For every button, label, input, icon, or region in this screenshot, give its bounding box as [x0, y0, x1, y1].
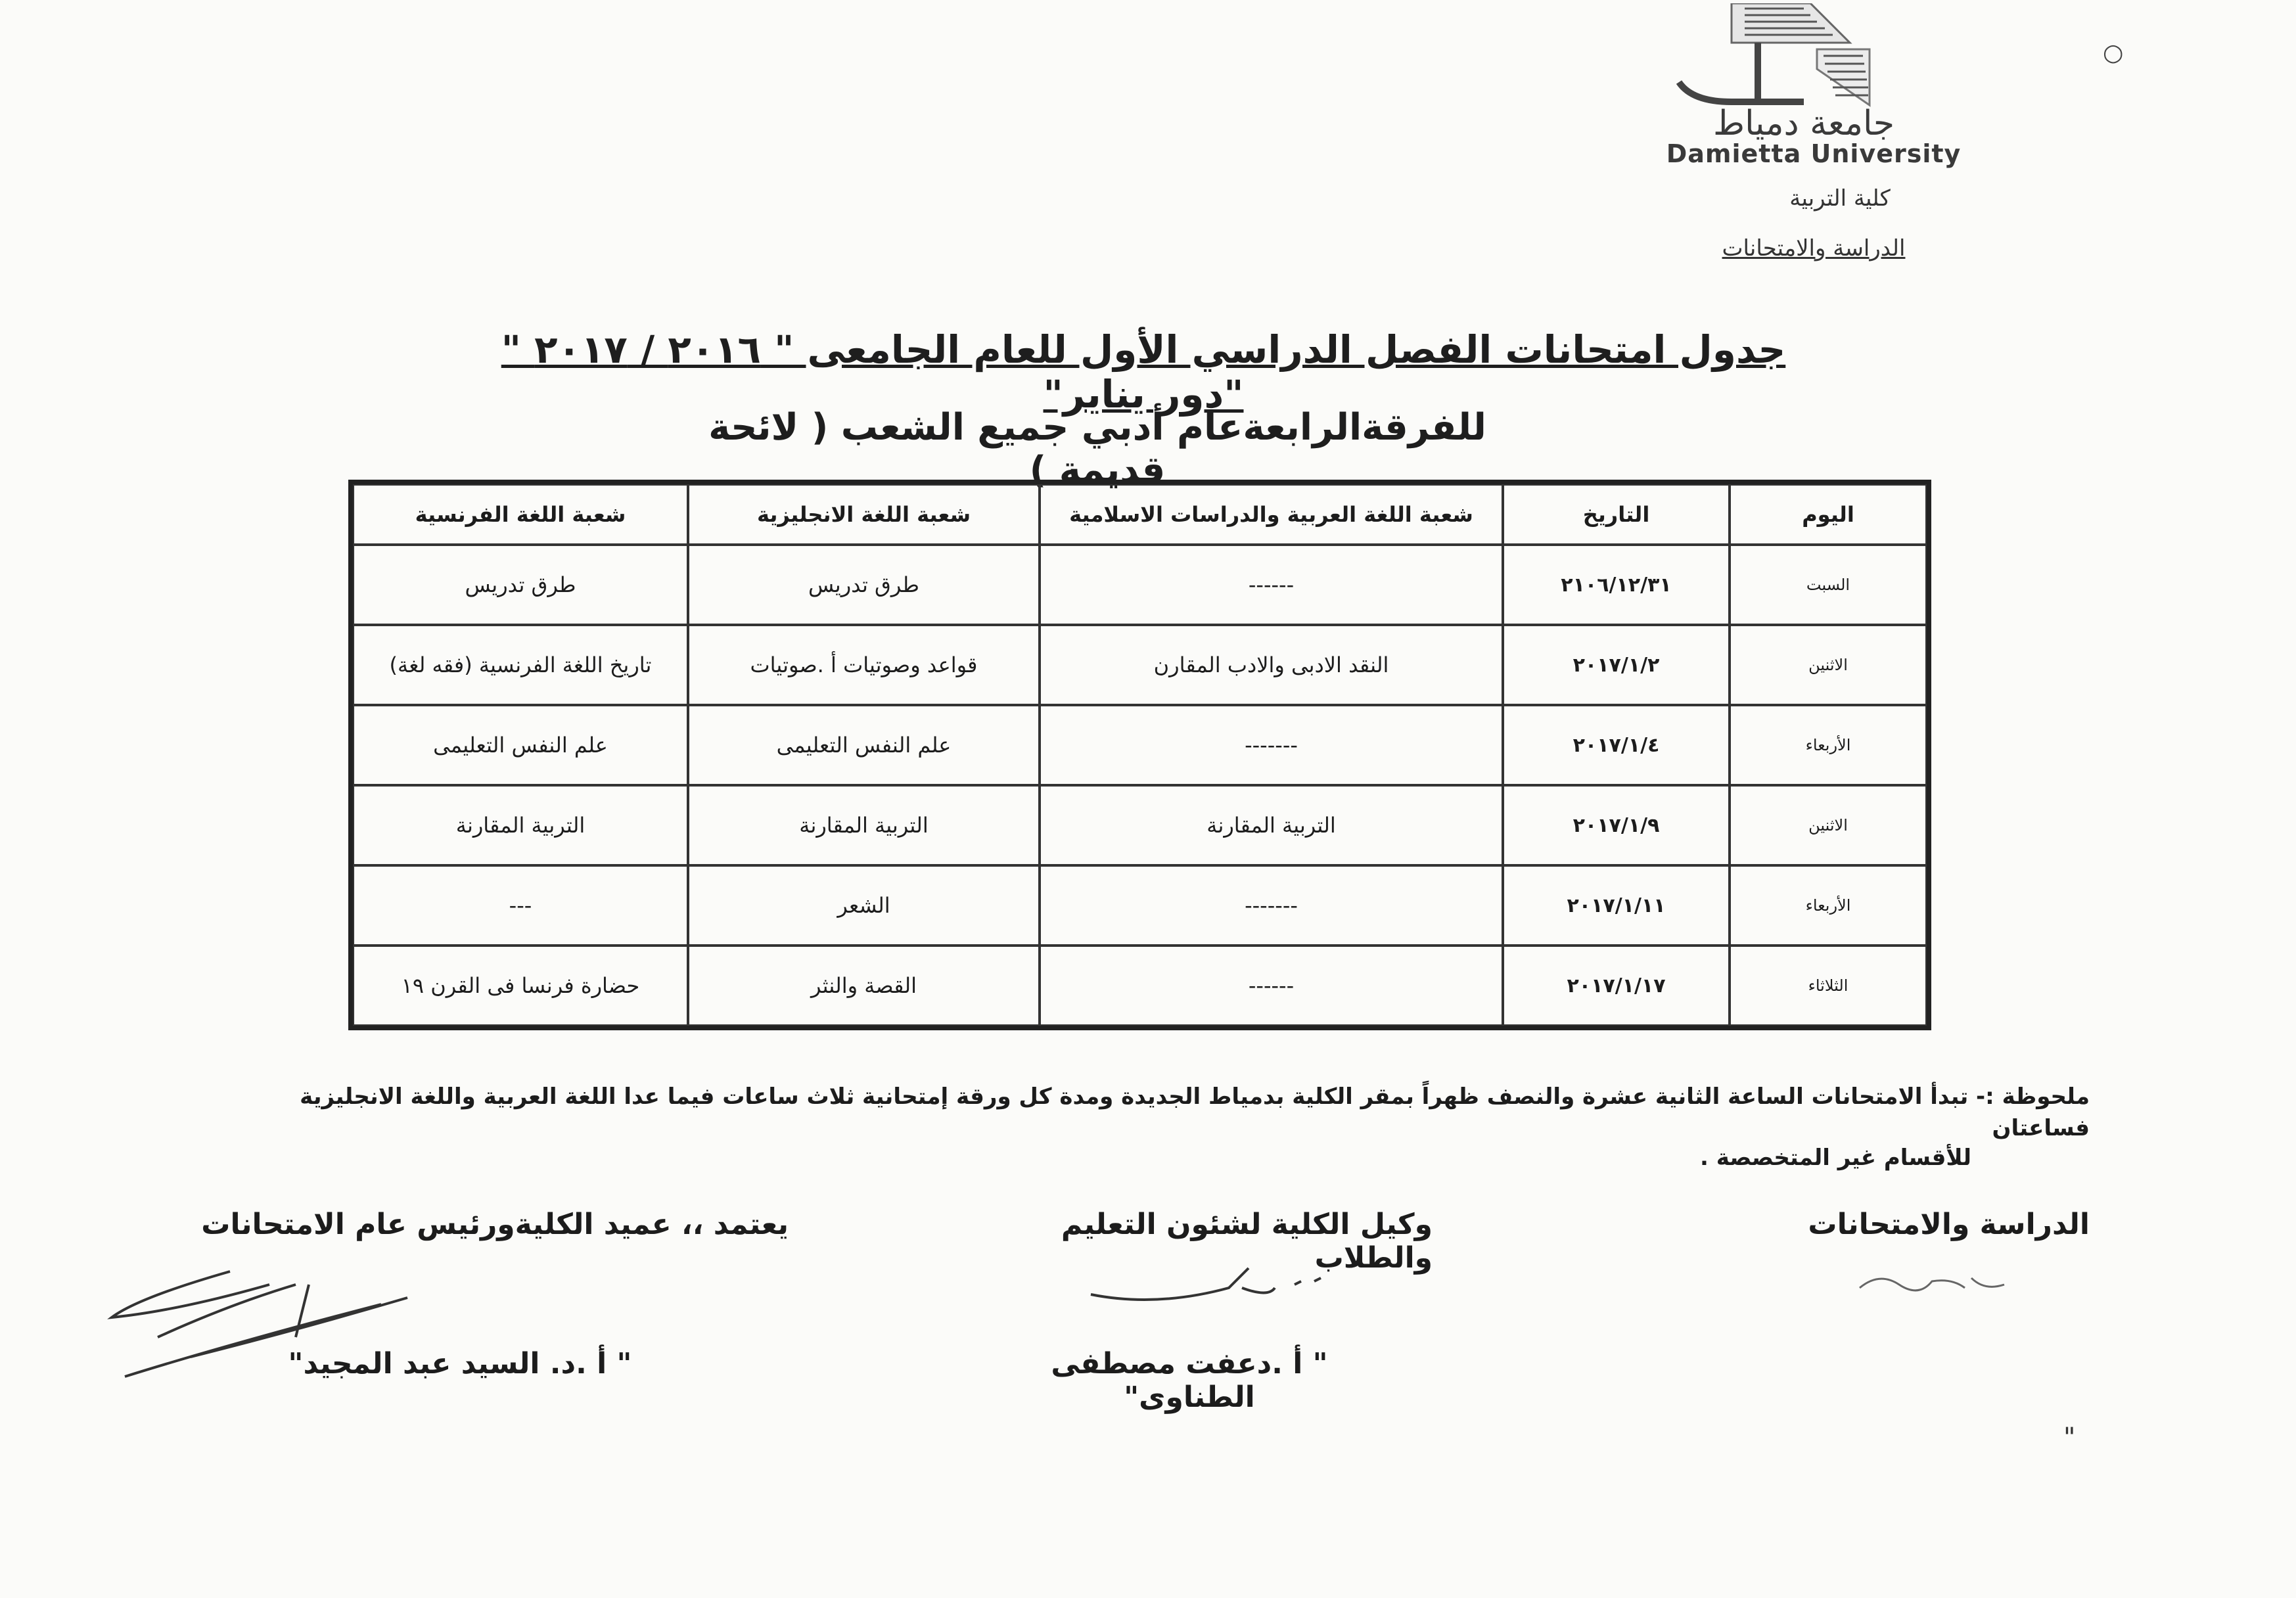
cell-french: حضارة فرنسا فى القرن ١٩: [353, 946, 688, 1026]
cell-arabic: -------: [1040, 705, 1503, 785]
vice-dean-title: وكيل الكلية لشئون التعليم والطلاب: [1061, 1208, 1433, 1275]
cell-arabic: ------: [1040, 946, 1503, 1026]
cell-day: الاثنين: [1730, 625, 1927, 705]
table-row: [353, 545, 1927, 625]
table-row: [353, 785, 1927, 865]
header-date: التاريخ: [1503, 484, 1730, 545]
table-row: [353, 865, 1927, 946]
cell-arabic: ------: [1040, 545, 1503, 625]
university-name-english: Damietta University: [1666, 139, 1962, 168]
cell-english: علم النفس التعليمى: [688, 705, 1040, 785]
department-name: الدراسة والامتحانات: [1722, 235, 1906, 262]
exams-office-signature-title: الدراسة والامتحانات: [1808, 1208, 2090, 1241]
cell-arabic: -------: [1040, 865, 1503, 946]
dean-title: يعتمد ،، عميد الكليةورئيس عام الامتحانات: [201, 1208, 789, 1241]
faculty-name: كلية التربية: [1789, 185, 1891, 212]
cell-french: علم النفس التعليمى: [353, 705, 688, 785]
dean-name: " أ .د. السيد عبد المجيد": [288, 1347, 632, 1381]
cell-english: الشعر: [688, 865, 1040, 946]
cell-english: طرق تدريس: [688, 545, 1040, 625]
cell-date: ٢٠١٧/١/١٧: [1503, 946, 1730, 1026]
university-name-arabic: جامعة دمياط: [1713, 104, 1894, 143]
cell-date: ٢٠١٧/١/٤: [1503, 705, 1730, 785]
note-continuation: للأقسام غير المتخصصة .: [1699, 1145, 1971, 1171]
table-row: [353, 625, 1927, 705]
cell-date: ٢٠١٧/١/٩: [1503, 785, 1730, 865]
margin-mark: ○: [2103, 39, 2124, 66]
cell-french: تاريخ اللغة الفرنسية (فقه لغة): [353, 625, 688, 705]
note-text: ملحوظة :- تبدأ الامتحانات الساعة الثانية عشرة والنصف ظهراً بمقر الكلية بدمياط الجديدة ومدة كل ورقة إمتحانية ثلاث ساعات فيما عدا اللغة العربية واللغة الانجليزية فساعتان: [300, 1084, 2090, 1141]
cell-day: الاثنين: [1730, 785, 1927, 865]
cell-arabic: النقد الادبى والادب المقارن: [1040, 625, 1503, 705]
vice-dean-name: " أ .دعفت مصطفى الطناوى": [1051, 1347, 1328, 1414]
cell-english: قواعد وصوتيات أ .صوتيات: [688, 625, 1040, 705]
table-header-row: [353, 484, 1927, 545]
exam-schedule-table: [348, 480, 1931, 1030]
cell-day: الثلاثاء: [1730, 946, 1927, 1026]
cell-date: ٢٠١٧/١/١١: [1503, 865, 1730, 946]
table-row: [353, 705, 1927, 785]
cell-french: ---: [353, 865, 688, 946]
cell-arabic: التربية المقارنة: [1040, 785, 1503, 865]
schedule-subtitle: للفرقةالرابعةعام أدبي جميع الشعب ( لائحة قديمة ): [708, 406, 1486, 491]
header-arabic-division: شعبة اللغة العربية والدراسات الاسلامية: [1040, 484, 1503, 545]
cell-date: ٢٠١٧/١/٢: [1503, 625, 1730, 705]
cell-date: ٢١٠٦/١٢/٣١: [1503, 545, 1730, 625]
header-day: اليوم: [1730, 484, 1927, 545]
cell-english: التربية المقارنة: [688, 785, 1040, 865]
cell-day: الأربعاء: [1730, 705, 1927, 785]
exams-office-signature: [1853, 1258, 2011, 1304]
table-row: [353, 946, 1927, 1026]
header-french-division: شعبة اللغة الفرنسية: [353, 484, 688, 545]
cell-french: طرق تدريس: [353, 545, 688, 625]
cell-day: الأربعاء: [1730, 865, 1927, 946]
schedule-title: جدول امتحانات الفصل الدراسي الأول للعام الجامعى " ٢٠١٦ / ٢٠١٧ " "دور يناير": [501, 327, 1786, 417]
vice-dean-signature: [1078, 1262, 1354, 1314]
margin-quote-mark: ": [2063, 1423, 2076, 1453]
cell-day: السبت: [1730, 545, 1927, 625]
cell-english: القصة والنثر: [688, 946, 1040, 1026]
header-english-division: شعبة اللغة الانجليزية: [688, 484, 1040, 545]
cell-french: التربية المقارنة: [353, 785, 688, 865]
